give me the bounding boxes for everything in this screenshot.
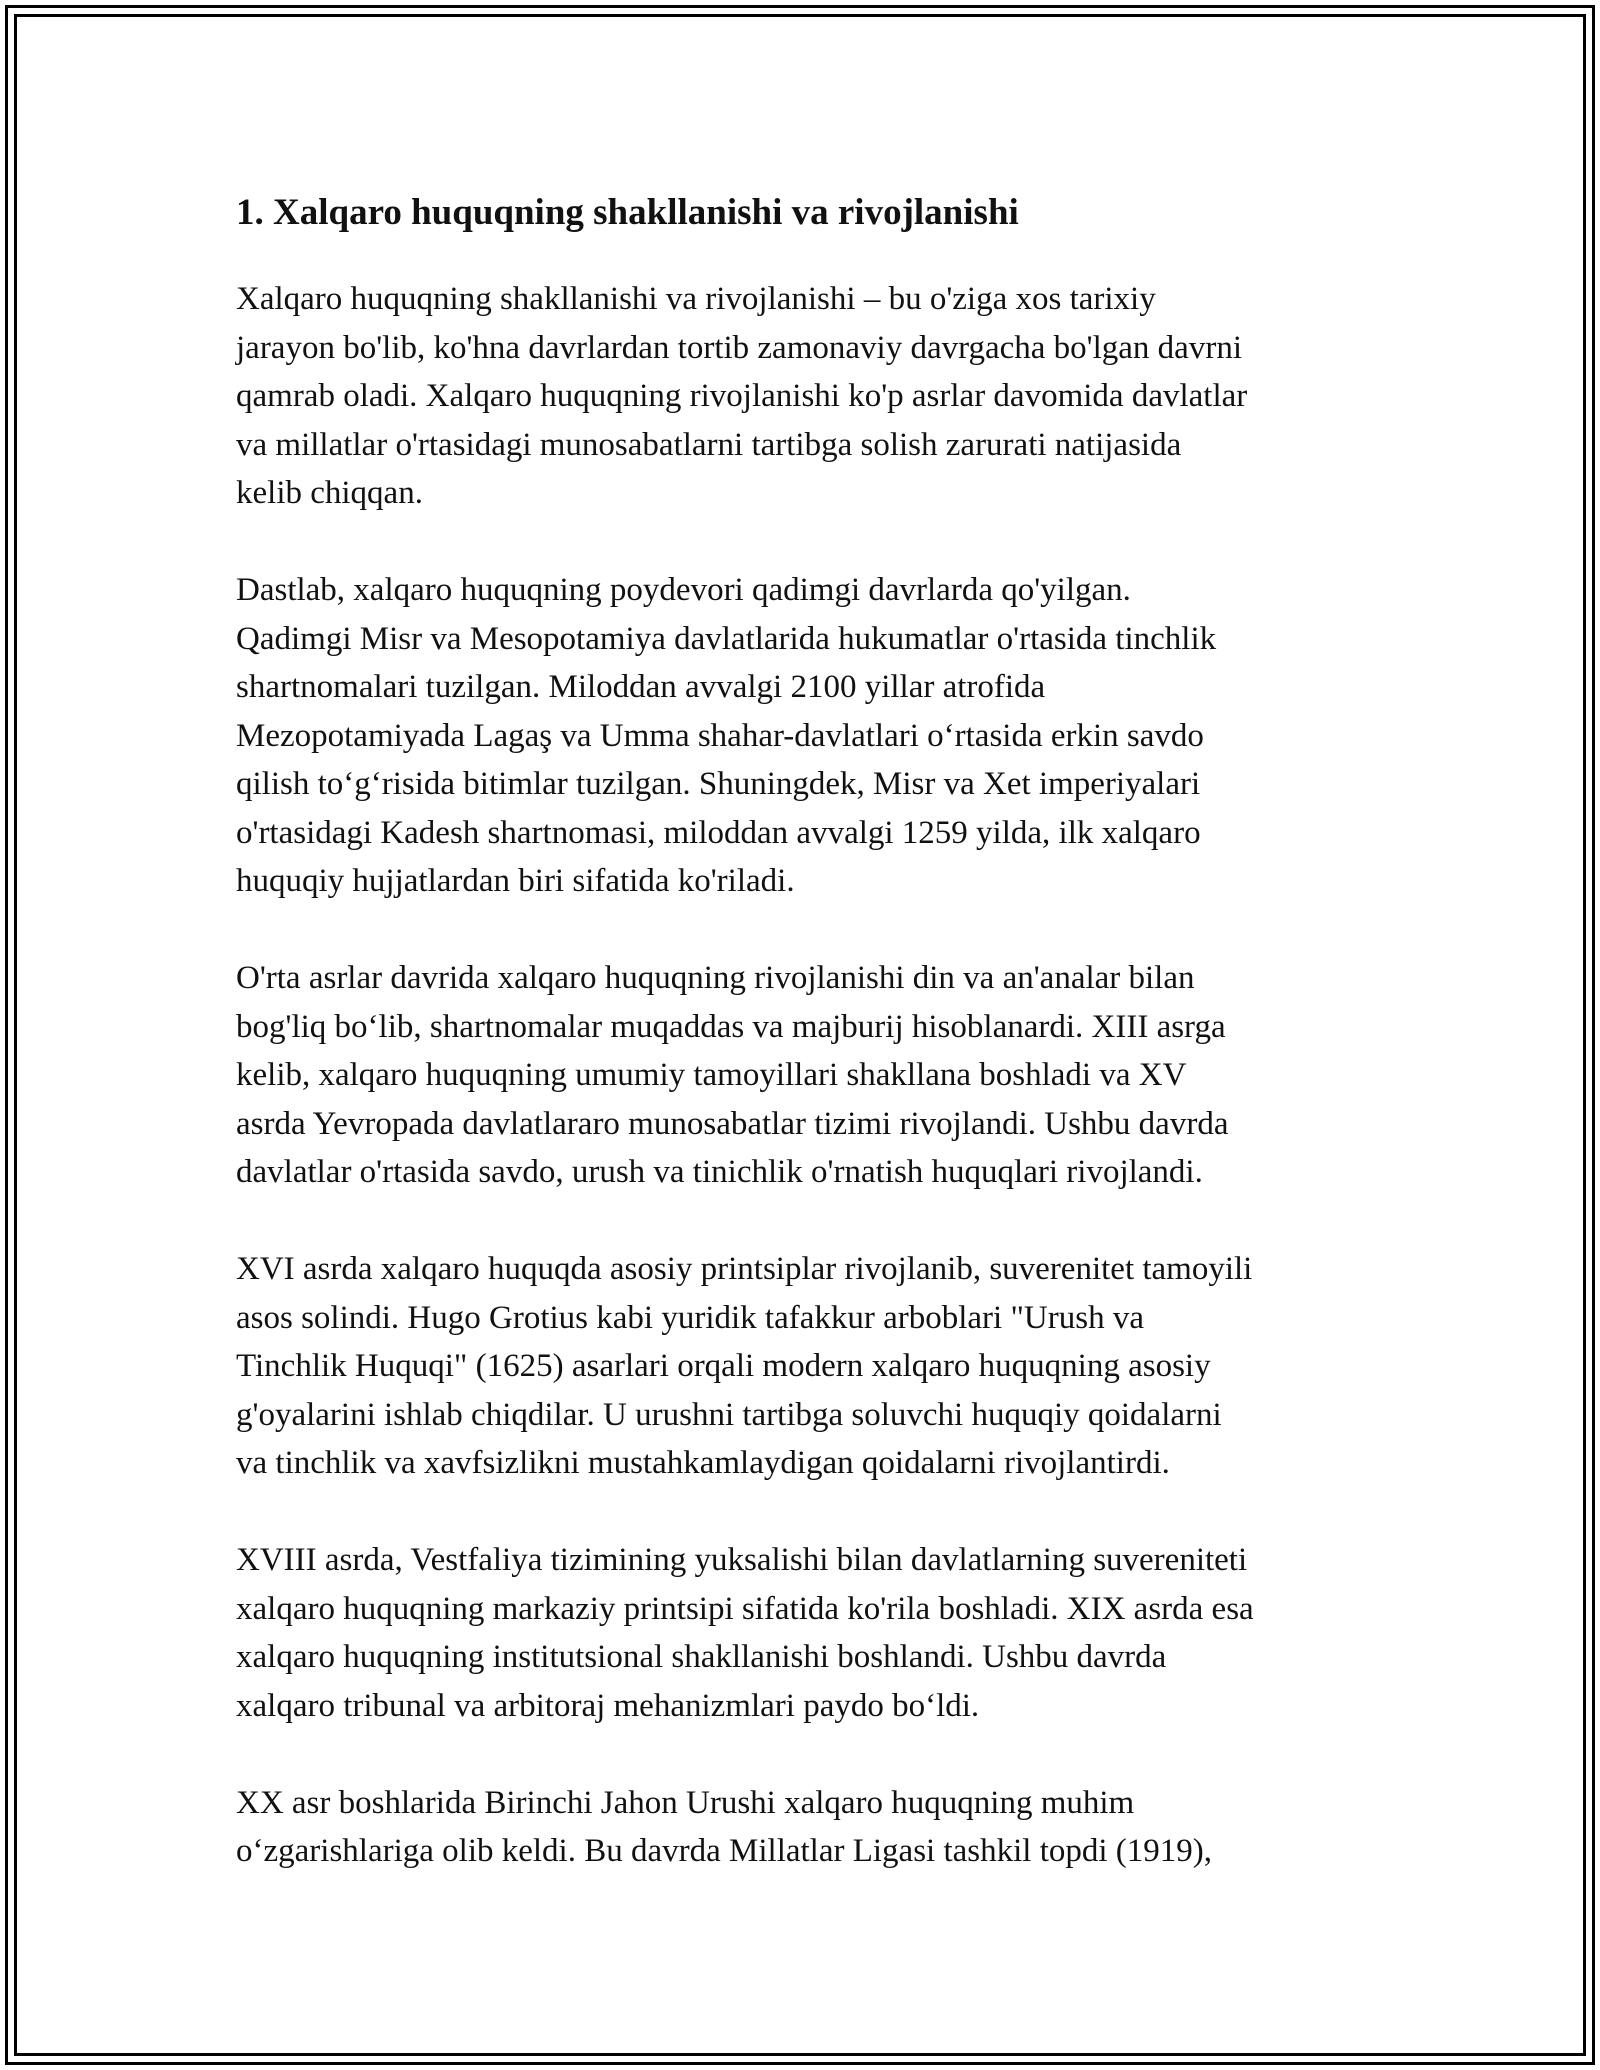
text-line: Dastlab, xalqaro huquqning poydevori qadimgi davrlarda qo'yilgan. bbox=[236, 572, 1131, 608]
text-line: oʻzgarishlariga olib keldi. Bu davrda Millatlar Ligasi tashkil topdi (1919), bbox=[236, 1833, 1213, 1869]
text-line: XX asr boshlarida Birinchi Jahon Urushi xalqaro huquqning muhim bbox=[236, 1784, 1135, 1821]
text-line: O'rta asrlar davrida xalqaro huquqning rivojlanishi din va an'analar bilan bbox=[236, 960, 1195, 996]
text-line: Qadimgi Misr va Mesopotamiya davlatlarida hukumatlar o'rtasida tinchlik bbox=[236, 620, 1217, 657]
document-body bbox=[236, 185, 1376, 1924]
text-line: XVI asrda xalqaro huquqda asosiy printsiplar rivojlanib, suverenitet tamoyili bbox=[236, 1251, 1253, 1287]
text-line: Xalqaro huquqning shakllanishi va rivojlanishi – bu o'ziga xos tarixiy bbox=[236, 281, 1156, 317]
text-line: o'rtasidagi Kadesh shartnomasi, miloddan avvalgi 1259 yilda, ilk xalqaro bbox=[236, 814, 1201, 851]
text-line: va millatlar o'rtasidagi munosabatlarni tartibga solish zarurati natijasida bbox=[236, 426, 1182, 463]
text-line: xalqaro huquqning markaziy printsipi sifatida ko'rila boshladi. XIX asrda esa bbox=[236, 1590, 1254, 1627]
text-line: Mezopotamiyada Lagaş va Umma shahar-davlatlari oʻrtasida erkin savdo bbox=[236, 717, 1204, 754]
text-line: xalqaro tribunal va arbitoraj mehanizmlari paydo boʻldi. bbox=[236, 1687, 980, 1724]
text-line: shartnomalari tuzilgan. Miloddan avvalgi 2100 yillar atrofida bbox=[236, 669, 1046, 705]
text-line: kelib, xalqaro huquqning umumiy tamoyillari shakllana boshladi va XV bbox=[236, 1057, 1187, 1093]
text-line: asos solindi. Hugo Grotius kabi yuridik tafakkur arboblari "Urush va bbox=[236, 1299, 1144, 1336]
text-line: bog'liq boʻlib, shartnomalar muqaddas va majburij hisoblanardi. XIII asrga bbox=[236, 1008, 1226, 1045]
text-line: g'oyalarini ishlab chiqdilar. U urushni tartibga soluvchi huquqiy qoidalarni bbox=[236, 1396, 1222, 1433]
paragraph-eighteenth-century bbox=[236, 1536, 1376, 1730]
paragraph-ancient-period bbox=[236, 566, 1376, 906]
text-line: qilish toʻgʻrisida bitimlar tuzilgan. Shuningdek, Misr va Xet imperiyalari bbox=[236, 766, 1201, 802]
paragraph-middle-ages bbox=[236, 954, 1376, 1197]
text-line: va tinchlik va xavfsizlikni mustahkamlaydigan qoidalarni rivojlantirdi. bbox=[236, 1445, 1170, 1481]
text-line: Tinchlik Huquqi" (1625) asarlari orqali modern xalqaro huquqning asosiy bbox=[236, 1348, 1211, 1384]
text-line: XVIII asrda, Vestfaliya tizimining yuksalishi bilan davlatlarning suvereniteti bbox=[236, 1542, 1248, 1578]
text-line: davlatlar o'rtasida savdo, urush va tinichlik o'rnatish huquqlari rivojlandi. bbox=[236, 1154, 1203, 1190]
paragraph-twentieth-century bbox=[236, 1779, 1376, 1876]
text-line: xalqaro huquqning institutsional shakllanishi boshlandi. Ushbu davrda bbox=[236, 1639, 1167, 1675]
text-line: asrda Yevropada davlatlararo munosabatlar tizimi rivojlandi. Ushbu davrda bbox=[236, 1105, 1229, 1142]
text-line: kelib chiqqan. bbox=[236, 475, 423, 511]
text-line: jarayon bo'lib, ko'hna davrlardan tortib zamonaviy davrgacha bo'lgan davrni bbox=[236, 329, 1242, 366]
paragraph-intro bbox=[236, 275, 1376, 518]
text-line: qamrab oladi. Xalqaro huquqning rivojlanishi ko'p asrlar davomida davlatlar bbox=[236, 378, 1248, 414]
paragraph-sixteenth-century bbox=[236, 1245, 1376, 1488]
text-line: huquqiy hujjatlardan biri sifatida ko'riladi. bbox=[236, 863, 795, 899]
section-heading: 1. Xalqaro huquqning shakllanishi va rivojlanishi bbox=[236, 192, 1019, 233]
